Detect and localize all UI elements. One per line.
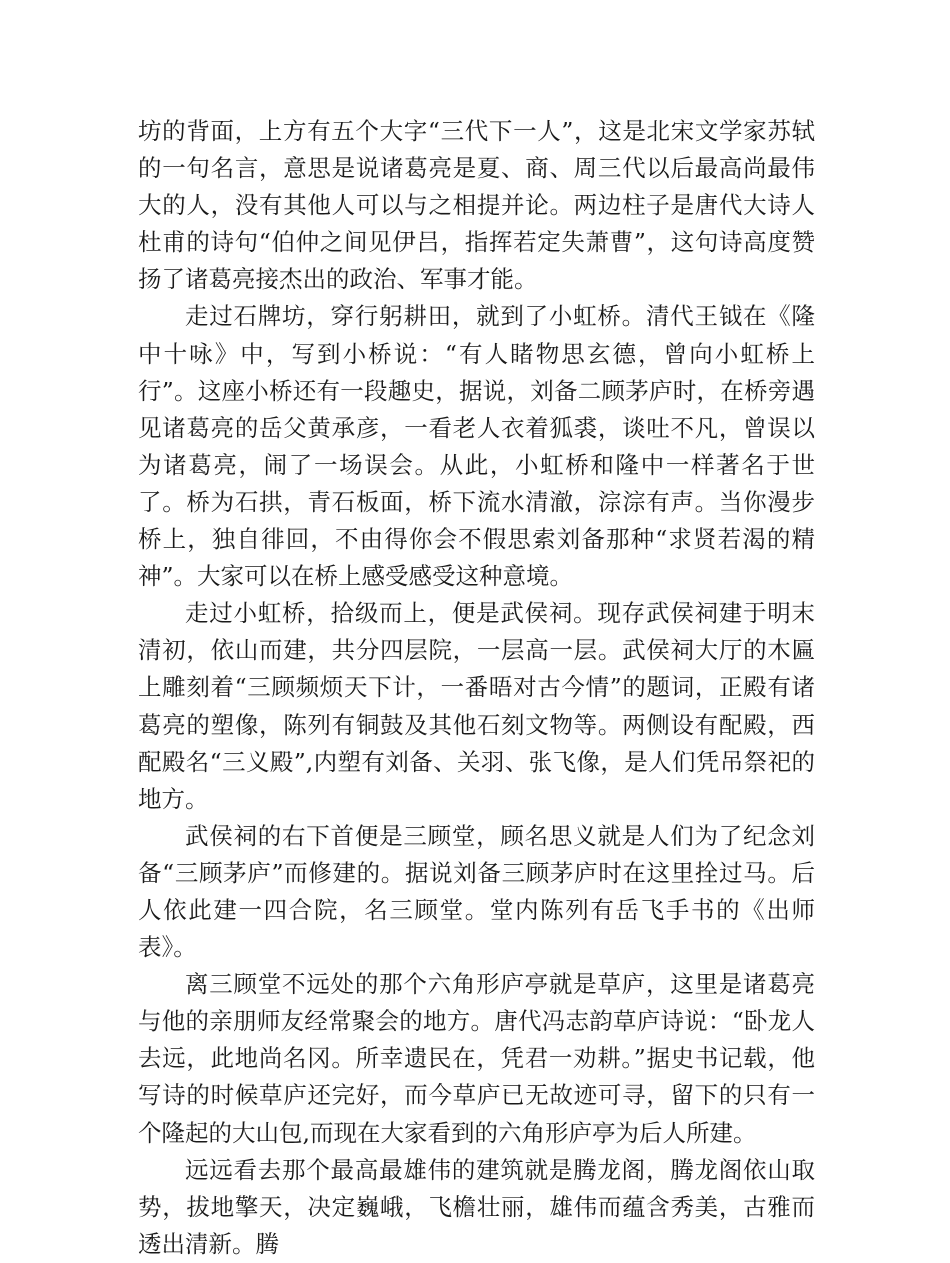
paragraph-sangu-hall: 武侯祠的右下首便是三顾堂，顾名思义就是人们为了纪念刘备“三顾茅庐”而修建的。据说刘备三顾茅庐时在这里拴过马。后人依此建一四合院，名三顾堂。堂内陈列有岳飞手书的《出师表》。 bbox=[138, 821, 815, 962]
body-text bbox=[138, 113, 815, 1263]
paragraph-wuhou-temple: 走过小虹桥，拾级而上，便是武侯祠。现存武侯祠建于明末清初，依山而建，共分四层院，一层高一层。武侯祠大厅的木匾上雕刻着“三顾频烦天下计，一番晤对古今情”的题词，正殿有诸葛亮的塑像，陈列有铜鼓及其他石刻文物等。两侧设有配殿，西配殿名“三义殿”,内塑有刘备、关羽、张飞像，是人们凭吊祭祀的地方。 bbox=[138, 599, 815, 813]
paragraph-thatched-cottage: 离三顾堂不远处的那个六角形庐亭就是草庐，这里是诸葛亮与他的亲朋师友经常聚会的地方。唐代冯志韵草庐诗说：“卧龙人去远，此地尚名冈。所幸遗民在，凭君一劝耕。”据史书记载，他写诗的时候草庐还完好，而今草庐已无故迹可寻，留下的只有一个隆起的大山包,而现在大家看到的六角形庐亭为后人所建。 bbox=[138, 970, 815, 1147]
paragraph-tenglong-pavilion: 远远看去那个最高最雄伟的建筑就是腾龙阁，腾龙阁依山取势，拔地擎天，决定巍峨，飞檐壮丽，雄伟而蕴含秀美，古雅而透出清新。腾 bbox=[138, 1155, 815, 1258]
paragraph-wooden-arch-back: 坊的背面，上方有五个大字“三代下一人”，这是北宋文学家苏轼的一句名言，意思是说诸葛亮是夏、商、周三代以后最高尚最伟大的人，没有其他人可以与之相提并论。两边柱子是唐代大诗人杜甫的诗句“伯仲之间见伊吕，指挥若定失萧曹”，这句诗高度赞扬了诸葛亮接杰出的政治、军事才能。 bbox=[138, 117, 815, 294]
paragraph-little-rainbow-bridge: 走过石牌坊，穿行躬耕田，就到了小虹桥。清代王钺在《隆中十咏》中，写到小桥说：“有人睹物思玄德，曾向小虹桥上行”。这座小桥还有一段趣史，据说，刘备二顾茅庐时，在桥旁遇见诸葛亮的岳父黄承彦，一看老人衣着狐裘，谈吐不凡，曾误以为诸葛亮，闹了一场误会。从此，小虹桥和隆中一样著名于世了。桥为石拱，青石板面，桥下流水清澈，淙淙有声。当你漫步桥上，独自徘回，不由得你会不假思索刘备那种“求贤若渴的精神”。大家可以在桥上感受感受这种意境。 bbox=[138, 302, 815, 591]
